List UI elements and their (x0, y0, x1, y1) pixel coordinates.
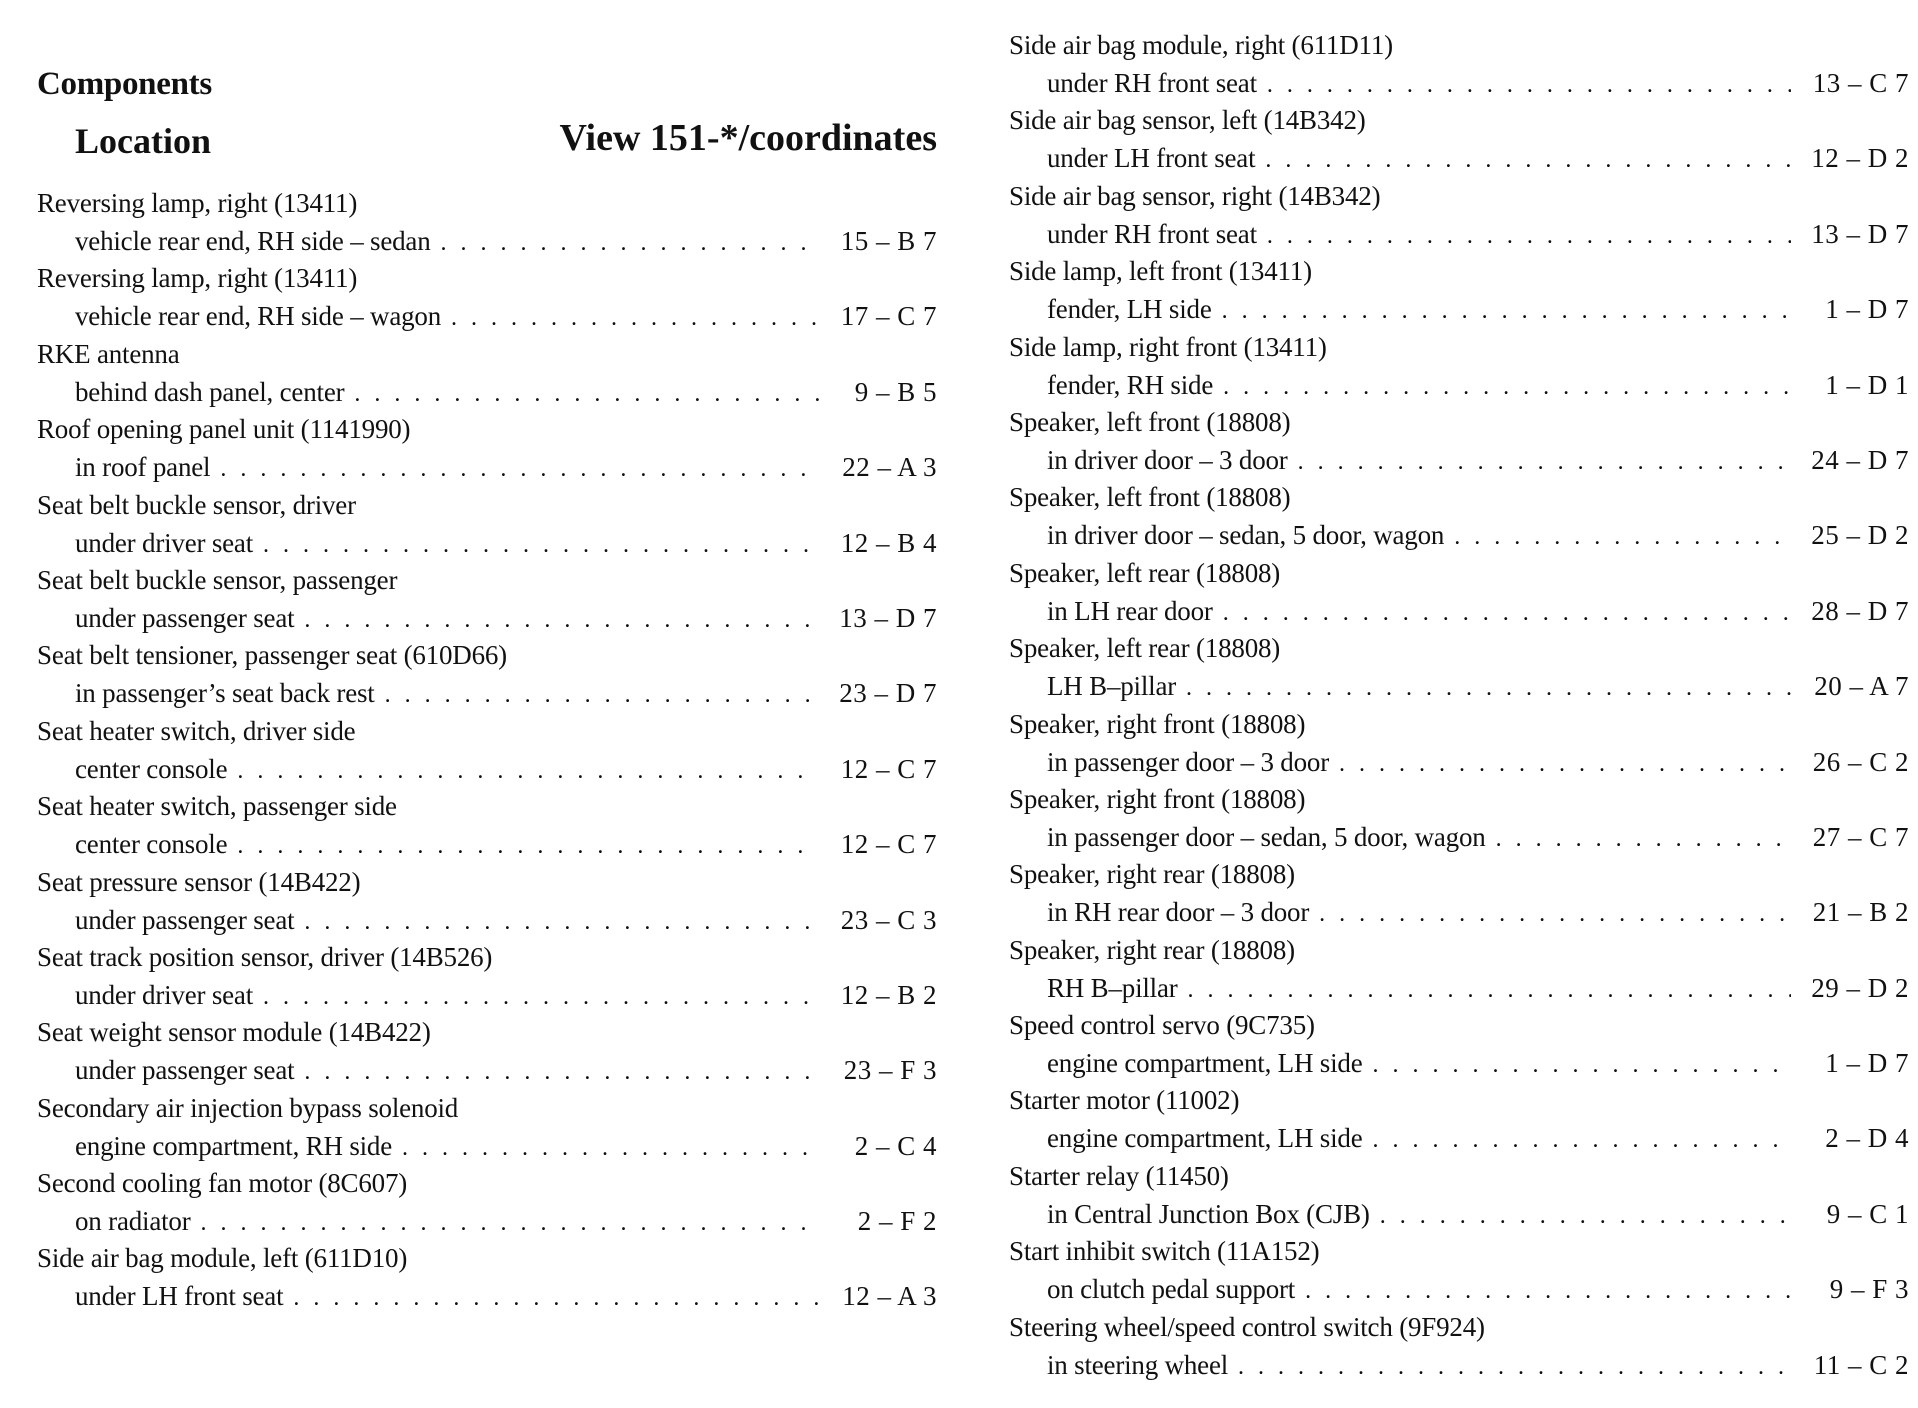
column-headers (37, 117, 937, 170)
component-entry (37, 487, 937, 562)
component-entry (37, 185, 937, 260)
right-component-list (1009, 27, 1909, 1384)
component-location: in Central Junction Box (CJB) (1047, 1198, 1370, 1229)
component-location-row (37, 524, 937, 562)
dot-leader (1496, 820, 1791, 858)
view-coordinate: 20 – A 7 (1814, 671, 1909, 702)
component-name: Speaker, left rear (18808) (1009, 557, 1281, 588)
component-location-row (1009, 1044, 1909, 1082)
dot-leader (402, 1129, 819, 1167)
component-name: Side air bag module, left (611D10) (37, 1243, 408, 1274)
dot-leader (263, 978, 819, 1016)
view-coordinate: 22 – A 3 (842, 452, 937, 483)
component-location: under LH front seat (75, 1281, 284, 1312)
dot-leader (1454, 518, 1791, 556)
component-entry (1009, 555, 1909, 630)
view-coordinate: 9 – C 1 (1826, 1198, 1909, 1229)
view-coordinate: 2 – C 4 (854, 1130, 937, 1161)
component-location-row (1009, 366, 1909, 404)
component-entry (1009, 1233, 1909, 1308)
component-name: Starter motor (11002) (1009, 1085, 1240, 1116)
component-name: Second cooling fan motor (8C607) (37, 1168, 408, 1199)
component-name: Reversing lamp, right (13411) (37, 263, 358, 294)
component-entry (37, 637, 937, 712)
dot-leader (1223, 594, 1791, 632)
component-location: on radiator (75, 1206, 191, 1237)
component-location-row (1009, 667, 1909, 705)
component-location: in roof panel (75, 452, 211, 483)
dot-leader (1188, 971, 1791, 1009)
view-coordinate: 1 – D 7 (1825, 294, 1909, 325)
component-entry (1009, 856, 1909, 931)
component-name: Steering wheel/speed control switch (9F924) (1009, 1311, 1485, 1342)
component-name: Starter relay (11450) (1009, 1160, 1229, 1191)
component-entry (37, 864, 937, 939)
component-entry (1009, 102, 1909, 177)
component-entry (1009, 932, 1909, 1007)
view-coordinate: 2 – D 4 (1825, 1123, 1909, 1154)
component-location-row (37, 1127, 937, 1165)
dot-leader (237, 752, 819, 790)
component-name: Side air bag module, right (611D11) (1009, 30, 1393, 60)
component-location-row (37, 750, 937, 788)
component-name: Seat heater switch, passenger side (37, 791, 397, 822)
component-location-row (1009, 1195, 1909, 1233)
component-location: behind dash panel, center (75, 376, 345, 407)
dot-leader (354, 375, 819, 413)
component-location: fender, LH side (1047, 294, 1212, 325)
view-coordinate: 2 – F 2 (857, 1206, 937, 1237)
component-entry (37, 1090, 937, 1165)
component-location: under RH front seat (1047, 68, 1257, 98)
dot-leader (1319, 895, 1791, 933)
dot-leader (1339, 745, 1791, 783)
component-entry (1009, 404, 1909, 479)
component-entry (1009, 1158, 1909, 1233)
view-coordinates-column-header: View 151-*/coordinates (559, 117, 937, 159)
component-name: Seat pressure sensor (14B422) (37, 866, 361, 897)
component-location-row (1009, 592, 1909, 630)
component-location-row (37, 1051, 937, 1089)
dot-leader (304, 903, 819, 941)
dot-leader (1223, 368, 1791, 406)
component-location-row (1009, 1270, 1909, 1308)
component-name: Seat heater switch, driver side (37, 715, 356, 746)
dot-leader (304, 1053, 819, 1091)
component-name: Seat weight sensor module (14B422) (37, 1017, 431, 1048)
dot-leader (220, 450, 819, 488)
component-location: under driver seat (75, 979, 254, 1010)
component-entry (1009, 781, 1909, 856)
view-coordinate: 12 – C 7 (840, 753, 937, 784)
component-entry (1009, 178, 1909, 253)
view-coordinate: 17 – C 7 (840, 301, 937, 332)
component-location-row (1009, 516, 1909, 554)
dot-leader (1186, 669, 1791, 707)
component-location-row (37, 674, 937, 712)
view-coordinate: 29 – D 2 (1811, 972, 1909, 1003)
component-location: engine compartment, LH side (1047, 1048, 1363, 1079)
component-location-row (1009, 818, 1909, 856)
component-name: Speaker, left rear (18808) (1009, 633, 1281, 664)
component-location-row (1009, 64, 1909, 102)
component-entry (37, 1240, 937, 1315)
component-location-row (37, 901, 937, 939)
component-entry (37, 788, 937, 863)
dot-leader (304, 601, 819, 639)
component-location-row (1009, 969, 1909, 1007)
component-location-row (37, 297, 937, 335)
component-name: Speaker, left front (18808) (1009, 482, 1291, 513)
component-name: Speaker, right front (18808) (1009, 783, 1306, 814)
component-location: in steering wheel (1047, 1349, 1229, 1380)
dot-leader (441, 224, 819, 262)
component-name: Speaker, right rear (18808) (1009, 934, 1295, 965)
component-entry (1009, 630, 1909, 705)
component-location: under passenger seat (75, 602, 295, 633)
view-coordinate: 27 – C 7 (1812, 821, 1909, 852)
component-name: Seat track position sensor, driver (14B526) (37, 941, 493, 972)
component-location: under RH front seat (1047, 218, 1257, 249)
dot-leader (1298, 443, 1791, 481)
left-component-list (37, 185, 937, 1316)
dot-leader (1373, 1121, 1791, 1159)
dot-leader (385, 676, 819, 714)
component-entry (1009, 329, 1909, 404)
component-location: fender, RH side (1047, 369, 1214, 400)
view-coordinate: 1 – D 7 (1825, 1048, 1909, 1079)
view-coordinate: 15 – B 7 (840, 226, 937, 256)
component-entry (37, 939, 937, 1014)
component-location: engine compartment, LH side (1047, 1123, 1363, 1154)
dot-leader (293, 1279, 819, 1317)
component-location-row (1009, 743, 1909, 781)
dot-leader (263, 526, 819, 564)
component-name: Seat belt buckle sensor, driver (37, 489, 356, 520)
component-location-row (1009, 441, 1909, 479)
component-location: under passenger seat (75, 1055, 295, 1086)
component-name: Side lamp, left front (13411) (1009, 256, 1312, 287)
component-location: in driver door – 3 door (1047, 444, 1288, 475)
view-coordinate: 24 – D 7 (1811, 444, 1909, 475)
component-location-row (1009, 1346, 1909, 1384)
dot-leader (1373, 1046, 1791, 1084)
component-location-row (37, 825, 937, 863)
view-coordinate: 1 – D 1 (1825, 369, 1909, 400)
component-name: Speaker, left front (18808) (1009, 406, 1291, 437)
view-coordinate: 12 – D 2 (1811, 143, 1909, 174)
component-name: Speaker, right rear (18808) (1009, 859, 1295, 890)
component-location: in RH rear door – 3 door (1047, 897, 1310, 928)
dot-leader (1267, 66, 1791, 104)
component-entry (37, 411, 937, 486)
view-coordinate: 23 – C 3 (840, 904, 937, 935)
component-name: Seat belt tensioner, passenger seat (610D66) (37, 640, 507, 671)
component-entry (1009, 27, 1909, 102)
component-entry (37, 1014, 937, 1089)
component-entry (1009, 1007, 1909, 1082)
component-name: Start inhibit switch (11A152) (1009, 1236, 1320, 1267)
component-location-row (37, 373, 937, 411)
component-name: Roof opening panel unit (1141990) (37, 414, 411, 445)
dot-leader (1305, 1272, 1791, 1310)
view-coordinate: 23 – D 7 (839, 678, 937, 709)
component-name: Seat belt buckle sensor, passenger (37, 564, 398, 595)
view-coordinate: 11 – C 2 (1813, 1349, 1909, 1380)
component-location: under passenger seat (75, 904, 295, 935)
component-location-row (1009, 139, 1909, 177)
component-entry (1009, 253, 1909, 328)
component-location-row (37, 976, 937, 1014)
component-entry (1009, 479, 1909, 554)
component-location: center console (75, 829, 228, 860)
component-entry (37, 562, 937, 637)
view-coordinate: 12 – B 2 (840, 979, 937, 1010)
component-location: under driver seat (75, 527, 254, 558)
component-location: in passenger’s seat back rest (75, 678, 375, 709)
component-name: Speed control servo (9C735) (1009, 1010, 1315, 1041)
component-entry (1009, 1309, 1909, 1384)
component-location-row (1009, 893, 1909, 931)
component-name: Speaker, right front (18808) (1009, 708, 1306, 739)
dot-leader (1265, 141, 1791, 179)
view-coordinate: 26 – C 2 (1812, 746, 1909, 777)
dot-leader (1267, 217, 1791, 255)
view-coordinate: 13 – D 7 (839, 602, 937, 633)
component-location: vehicle rear end, RH side – wagon (75, 301, 442, 332)
component-entry (37, 336, 937, 411)
component-name: RKE antenna (37, 338, 180, 369)
component-location: in passenger door – sedan, 5 door, wagon (1047, 821, 1486, 852)
component-location: under LH front seat (1047, 143, 1256, 174)
component-entry (37, 1165, 937, 1240)
component-name: Side air bag sensor, right (14B342) (1009, 180, 1381, 211)
component-location: center console (75, 753, 228, 784)
component-location-row (37, 1202, 937, 1240)
view-coordinate: 9 – B 5 (854, 376, 937, 407)
component-entry (37, 713, 937, 788)
component-entry (37, 260, 937, 335)
component-location-row (1009, 1119, 1909, 1157)
component-location: in LH rear door (1047, 595, 1213, 626)
component-entry (1009, 1082, 1909, 1157)
component-location-row (37, 1277, 937, 1315)
component-location-row (1009, 290, 1909, 328)
view-coordinate: 13 – D 7 (1811, 218, 1909, 249)
view-coordinate: 9 – F 3 (1829, 1274, 1909, 1305)
view-coordinate: 21 – B 2 (1812, 897, 1909, 928)
view-coordinate: 28 – D 7 (1811, 595, 1909, 626)
component-location: on clutch pedal support (1047, 1274, 1296, 1305)
component-name: Reversing lamp, right (13411) (37, 188, 358, 218)
view-coordinate: 12 – C 7 (840, 829, 937, 860)
dot-leader (1238, 1348, 1791, 1386)
component-location: RH B–pillar (1047, 972, 1178, 1003)
component-entry (1009, 706, 1909, 781)
location-column-header: Location (75, 121, 212, 161)
view-coordinate: 13 – C 7 (1812, 68, 1909, 98)
dot-leader (451, 299, 819, 337)
component-location: vehicle rear end, RH side – sedan (75, 226, 431, 256)
dot-leader (1222, 292, 1791, 330)
view-coordinate: 23 – F 3 (843, 1055, 937, 1086)
component-name: Secondary air injection bypass solenoid (37, 1092, 459, 1123)
component-location: LH B–pillar (1047, 671, 1177, 702)
component-location-row (37, 448, 937, 486)
component-location-row (37, 222, 937, 260)
dot-leader (1380, 1197, 1791, 1235)
dot-leader (237, 827, 819, 865)
component-location: in driver door – sedan, 5 door, wagon (1047, 520, 1445, 551)
view-coordinate: 12 – A 3 (842, 1281, 937, 1312)
component-name: Side air bag sensor, left (14B342) (1009, 105, 1366, 136)
component-location: in passenger door – 3 door (1047, 746, 1329, 777)
view-coordinate: 25 – D 2 (1811, 520, 1909, 551)
component-location: engine compartment, RH side (75, 1130, 393, 1161)
component-location-row (37, 599, 937, 637)
view-coordinate: 12 – B 4 (840, 527, 937, 558)
component-name: Side lamp, right front (13411) (1009, 331, 1327, 362)
component-location-row (1009, 215, 1909, 253)
page-heading: Components (37, 66, 212, 102)
dot-leader (201, 1204, 819, 1242)
